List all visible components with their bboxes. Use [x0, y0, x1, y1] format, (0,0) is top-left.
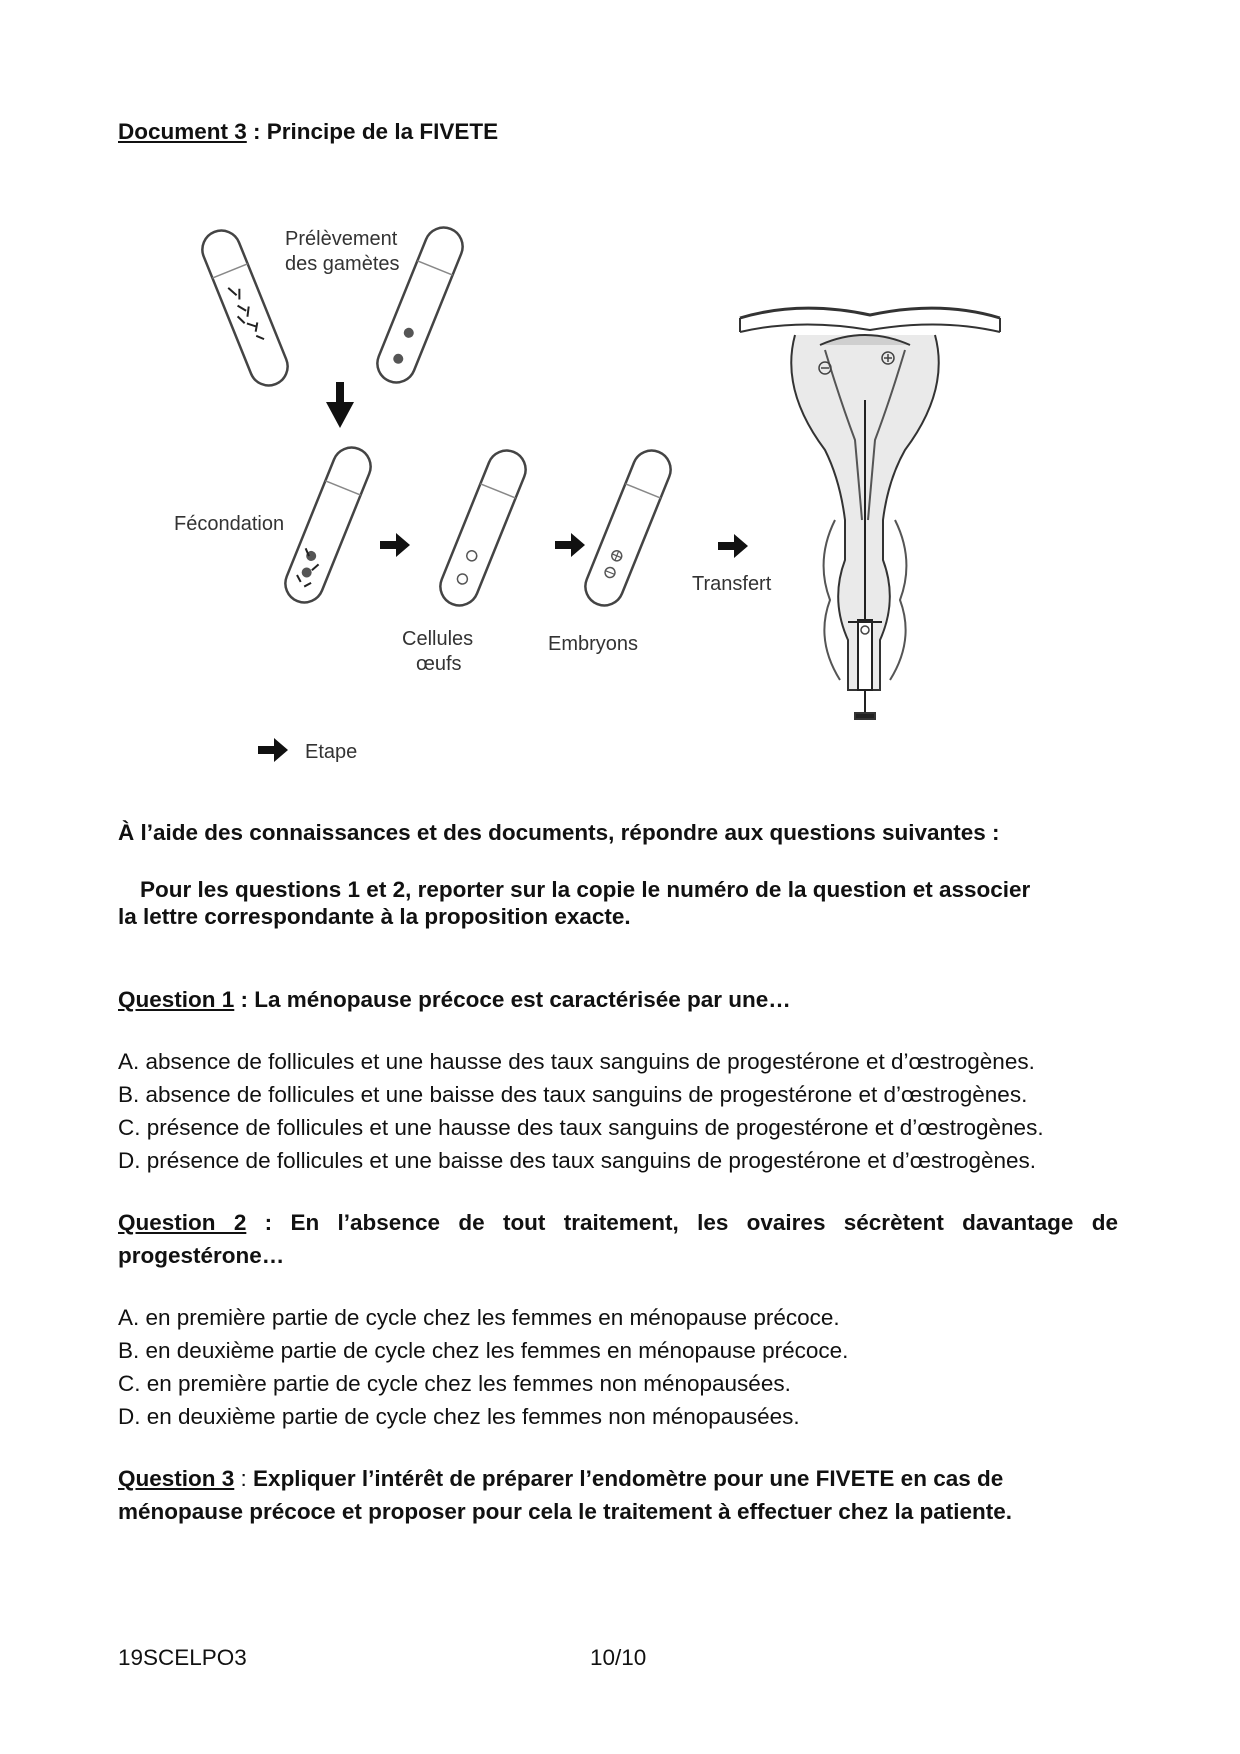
fecondation-tube — [280, 442, 377, 608]
label-embryons: Embryons — [548, 633, 639, 655]
question-1-option-b: B. absence de follicules et une baisse des taux sanguins de progestérone et d’œstrogènes. — [118, 1082, 1028, 1107]
step-arrow-icon — [380, 533, 410, 557]
question-2-text-line1: En l’absence de tout traitement, les ovaires sécrètent davantage de — [290, 1210, 1118, 1235]
label-transfert: Transfert — [692, 573, 772, 595]
question-3-text-line2: ménopause précoce et proposer pour cela le traitement à effectuer chez la patiente. — [118, 1499, 1013, 1524]
label-fecondation: Fécondation — [174, 513, 285, 535]
question-2-sep: : — [246, 1210, 291, 1235]
step-arrow-icon — [555, 533, 585, 557]
question-3-heading — [118, 1465, 1003, 1493]
fivete-diagram — [160, 205, 1040, 775]
question-2-option-c: C. en première partie de cycle chez les femmes non ménopausées. — [118, 1371, 791, 1396]
question-3-label: Question 3 — [118, 1466, 235, 1491]
question-1-label: Question 1 — [118, 987, 235, 1012]
down-arrow-icon — [326, 382, 354, 428]
label-prelevement-line2: des gamètes — [285, 253, 400, 275]
label-prelevement-line1: Prélèvement — [285, 228, 398, 250]
document-label: Document 3 — [118, 119, 247, 144]
instructions-line1: Pour les questions 1 et 2, reporter sur la copie le numéro de la question et associer — [140, 877, 1031, 902]
instructions-line2: la lettre correspondante à la proposition exacte. — [118, 904, 631, 929]
question-1-option-c: C. présence de follicules et une hausse des taux sanguins de progestérone et d’œstrogènes. — [118, 1115, 1044, 1140]
label-cellules-line2: œufs — [416, 653, 462, 675]
step-arrow-icon — [718, 534, 748, 558]
legend-arrow-icon — [258, 738, 288, 762]
question-2-option-d: D. en deuxième partie de cycle chez les femmes non ménopausées. — [118, 1404, 800, 1429]
question-1-option-d: D. présence de follicules et une baisse des taux sanguins de progestérone et d’œstrogènes. — [118, 1148, 1037, 1173]
question-2-option-b: B. en deuxième partie de cycle chez les femmes en ménopause précoce. — [118, 1338, 849, 1363]
question-2-label: Question 2 — [118, 1210, 247, 1235]
sperm-tube — [197, 225, 294, 391]
question-2-heading — [118, 1209, 1118, 1237]
question-2-option-a: A. en première partie de cycle chez les femmes en ménopause précoce. — [118, 1305, 840, 1330]
question-1-heading — [118, 986, 791, 1014]
question-1-sep: : — [234, 987, 255, 1012]
question-3-text-line1: Expliquer l’intérêt de préparer l’endomètre pour une FIVETE en cas de — [253, 1466, 1004, 1491]
document-title-sep: : — [246, 119, 267, 144]
uterus-illustration — [740, 308, 1000, 719]
question-2-text-line2: progestérone… — [118, 1243, 285, 1268]
question-1-option-a: A. absence de follicules et une hausse des taux sanguins de progestérone et d’œstrogènes. — [118, 1049, 1035, 1074]
footer-page-number: 10/10 — [590, 1645, 647, 1670]
legend-step-label: Etape — [305, 741, 358, 763]
embryo-tube — [580, 445, 677, 611]
document-title — [118, 118, 498, 146]
egg-cell-tube — [435, 445, 532, 611]
label-cellules-line1: Cellules — [402, 628, 474, 650]
question-3-sep: : — [234, 1466, 254, 1491]
footer-code: 19SCELPO3 — [118, 1645, 247, 1670]
document-title-text: Principe de la FIVETE — [266, 119, 499, 144]
instructions-intro: À l’aide des connaissances et des documents, répondre aux questions suivantes : — [118, 820, 1000, 845]
question-1-text: La ménopause précoce est caractérisée par une… — [254, 987, 791, 1012]
question-2-options — [118, 1301, 848, 1433]
question-1-options — [118, 1045, 1044, 1177]
